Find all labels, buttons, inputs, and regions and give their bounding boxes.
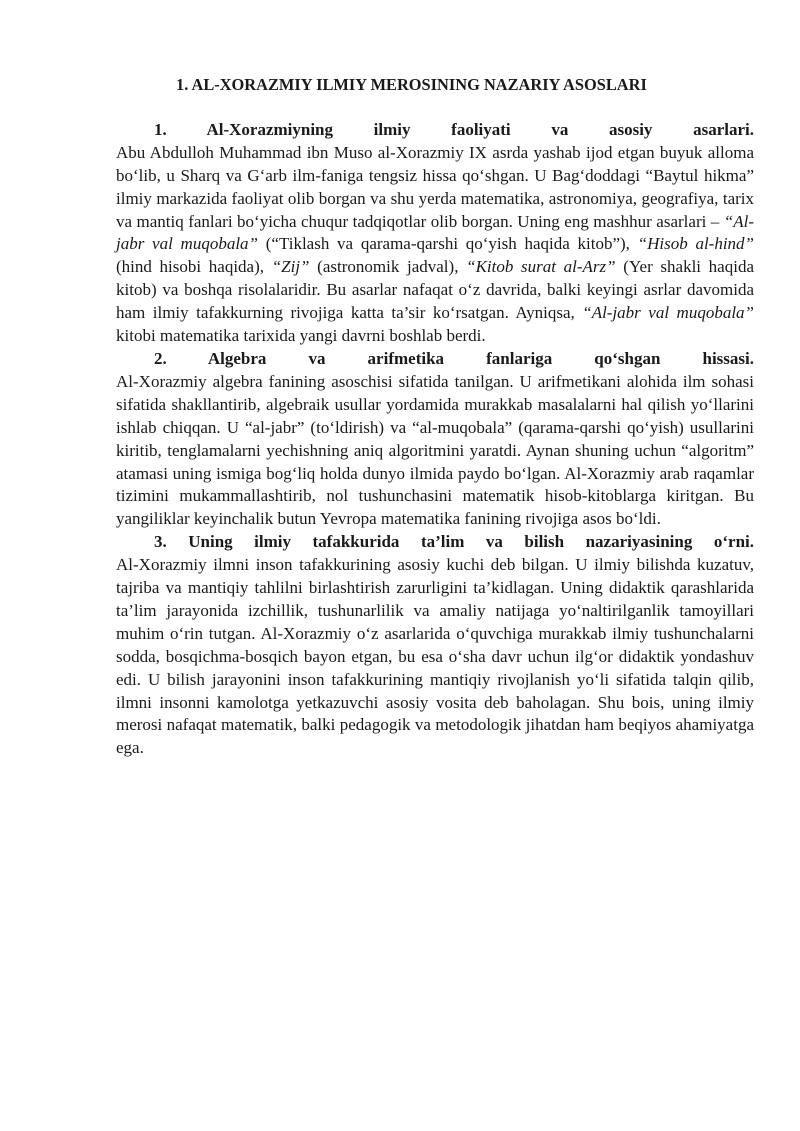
section-body [116, 371, 754, 531]
text-run: Al-Xorazmiy ilmni inson tafakkurining asosiy kuchi deb bilgan. U ilmiy bilishda kuzatuv, tajriba va mantiqiy tahlilni birlashtirish zarurligini ta’kidlagan. Uning didaktik qarashlarida ta’lim jarayonida izchillik, tushunarlilik va amaliy natijaga yo‘naltirilganlik tamoyillari muhim o‘rin tutgan. Al-Xorazmiy o‘z asarlarida o‘quvchiga murakkab ilmiy tushunchalarni sodda, bosqichma-bosqich bayon etgan, bu esa o‘sha davr uchun ilg‘or didaktik yondashuv edi. U bilish jarayonini inson tafakkurining mantiqiy rivojlanish yo‘li sifatida talqin qilib, ilmni insonni kamolotga yetkazuvchi asosiy vosita deb baholagan. Shu bois, uning ilmiy merosi nafaqat matematik, balki pedagogik va metodologik jihatdan ham beqiyos ahamiyatga ega. [116, 555, 754, 758]
text-run: (hind hisobi haqida), [116, 257, 272, 277]
section-1 [116, 119, 754, 348]
section-body [116, 554, 754, 760]
text-run: (astronomik jadval), [309, 257, 467, 277]
text-run: (“Tiklash va qarama-qarshi qo‘yish haqida kitob”), [258, 234, 638, 254]
document-page [116, 74, 754, 760]
section-heading: 2. Algebra va arifmetika fanlariga qo‘shgan hissasi. [154, 348, 754, 368]
book-title: “Al-jabr val muqobala” [582, 303, 754, 323]
section-heading: 3. Uning ilmiy tafakkurida ta’lim va bilish nazariyasining o‘rni. [154, 532, 754, 552]
text-run: kitobi matematika tarixida yangi davrni boshlab berdi. [116, 326, 486, 346]
section-3 [116, 531, 754, 760]
text-run: (Yer shakli haqida kitob) va boshqa risolalaridir. Bu asarlar nafaqat o‘z davrida, balki keyingi asrlar davomida ham ilmiy tafakkurning rivojiga katta ta’sir ko‘rsatgan. Ayniqsa, [116, 257, 755, 323]
text-run: Al-Xorazmiy algebra fanining asoschisi sifatida tanilgan. U arifmetikani alohida ilm sohasi sifatida shakllantirib, algebraik usullar yordamida murakkab masalalarni hal qilish yo‘llarini ishlab chiqqan. U “al-jabr” (to‘ldirish) va “al-muqobala” (qarama-qarshi qo‘yish) usullarini kiritib, tenglamalarni yechishning aniq algoritmini yaratdi. Aynan shuning uchun “algoritm” atamasi uning ismiga bog‘liq holda dunyo ilmida paydo bo‘lgan. Al-Xorazmiy arab raqamlar tizimini mukammallashtirib, nol tushunchasini matematik hisob-kitoblarga kiritgan. Bu yangiliklar keyinchalik butun Yevropa matematika fanining rivojiga asos bo‘ldi. [116, 371, 754, 529]
section-2 [116, 348, 754, 531]
book-title: “Hisob al-hind” [637, 234, 755, 254]
book-title: “Al-jabr val muqobala” [116, 211, 754, 254]
text-run: Abu Abdulloh Muhammad ibn Muso al-Xorazmiy IX asrda yashab ijod etgan buyuk alloma bo‘lib, u Sharq va G‘arb ilm-faniga tengsiz hissa qo‘shgan. U Bag‘doddagi “Baytul hikma” ilmiy markazida faoliyat olib borgan va shu yerda matematika, astronomiya, geografiya, tarix va mantiq fanlari bo‘yicha chuqur tadqiqotlar olib borgan. Uning eng mashhur asarlari – [116, 142, 754, 231]
section-body [116, 142, 754, 348]
book-title: “Kitob surat al-Arz” [466, 257, 616, 277]
document-title: 1. AL-XORAZMIY ILMIY MEROSINING NAZARIY ASOSLARI [176, 75, 647, 94]
section-heading: 1. Al-Xorazmiyning ilmiy faoliyati va asosiy asarlari. [154, 119, 754, 139]
book-title: “Zij” [271, 257, 310, 277]
